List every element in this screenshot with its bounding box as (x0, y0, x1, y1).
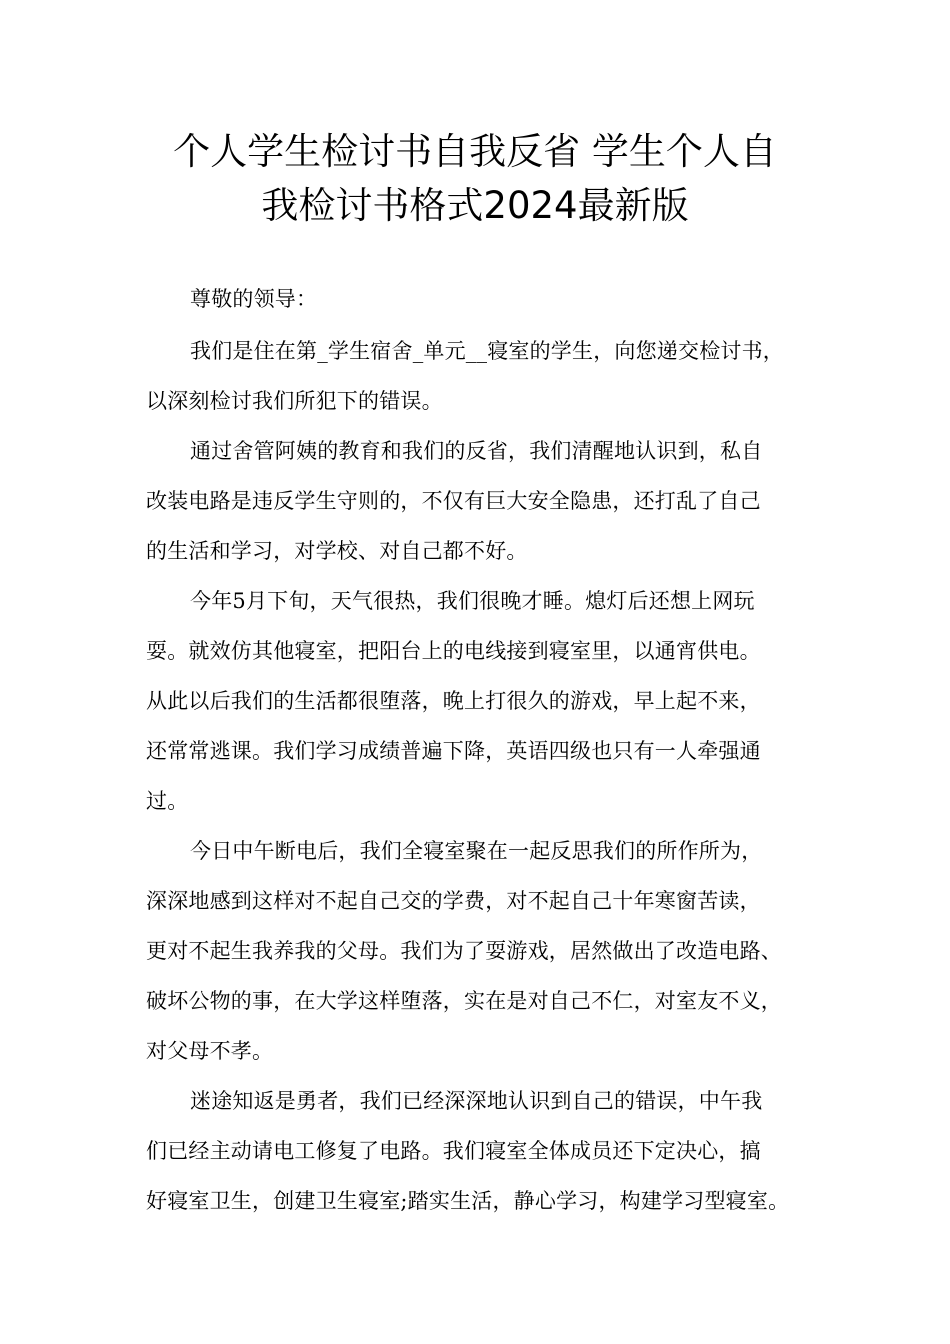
paragraph-line: 破坏公物的事，在大学这样堕落，实在是对自己不仁，对室友不义， (146, 989, 782, 1013)
paragraph-line: 以深刻检讨我们所犯下的错误。 (146, 389, 443, 413)
paragraph-line: 我们是住在第_学生宿舍_单元__寝室的学生，向您递交检讨书， (190, 339, 784, 363)
paragraph-line: 通过舍管阿姨的教育和我们的反省，我们清醒地认识到，私自 (190, 439, 763, 463)
document-title-line-2: 我检讨书格式2024最新版 (261, 184, 689, 227)
paragraph-line: 深深地感到这样对不起自己交的学费，对不起自己十年寒窗苦读， (146, 889, 761, 913)
paragraph-line: 改装电路是违反学生守则的，不仅有巨大安全隐患，还打乱了自己 (146, 489, 761, 513)
paragraph-line: 们已经主动请电工修复了电路。我们寝室全体成员还下定决心，搞 (146, 1139, 761, 1163)
paragraph-line: 迷途知返是勇者，我们已经深深地认识到自己的错误，中午我 (190, 1089, 763, 1113)
document-title-line-1: 个人学生检讨书自我反省 学生个人自 (173, 130, 777, 173)
paragraph-line: 今年5月下旬，天气很热，我们很晚才睡。熄灯后还想上网玩 (190, 589, 755, 613)
paragraph-line: 今日中午断电后，我们全寝室聚在一起反思我们的所作所为， (190, 839, 763, 863)
salutation: 尊敬的领导： (190, 287, 318, 311)
paragraph-line: 过。 (146, 789, 189, 813)
paragraph-line: 从此以后我们的生活都很堕落，晚上打很久的游戏，早上起不来， (146, 689, 761, 713)
paragraph-line: 耍。就效仿其他寝室，把阳台上的电线接到寝室里，以通宵供电。 (146, 639, 761, 663)
paragraph-line: 好寝室卫生，创建卫生寝室;踏实生活，静心学习，构建学习型寝室。 (146, 1189, 790, 1213)
paragraph-line: 还常常逃课。我们学习成绩普遍下降，英语四级也只有一人牵强通 (146, 739, 761, 763)
paragraph-line: 对父母不孝。 (146, 1039, 274, 1063)
paragraph-line: 的生活和学习，对学校、对自己都不好。 (146, 539, 528, 563)
paragraph-line: 更对不起生我养我的父母。我们为了耍游戏，居然做出了改造电路、 (146, 939, 782, 963)
